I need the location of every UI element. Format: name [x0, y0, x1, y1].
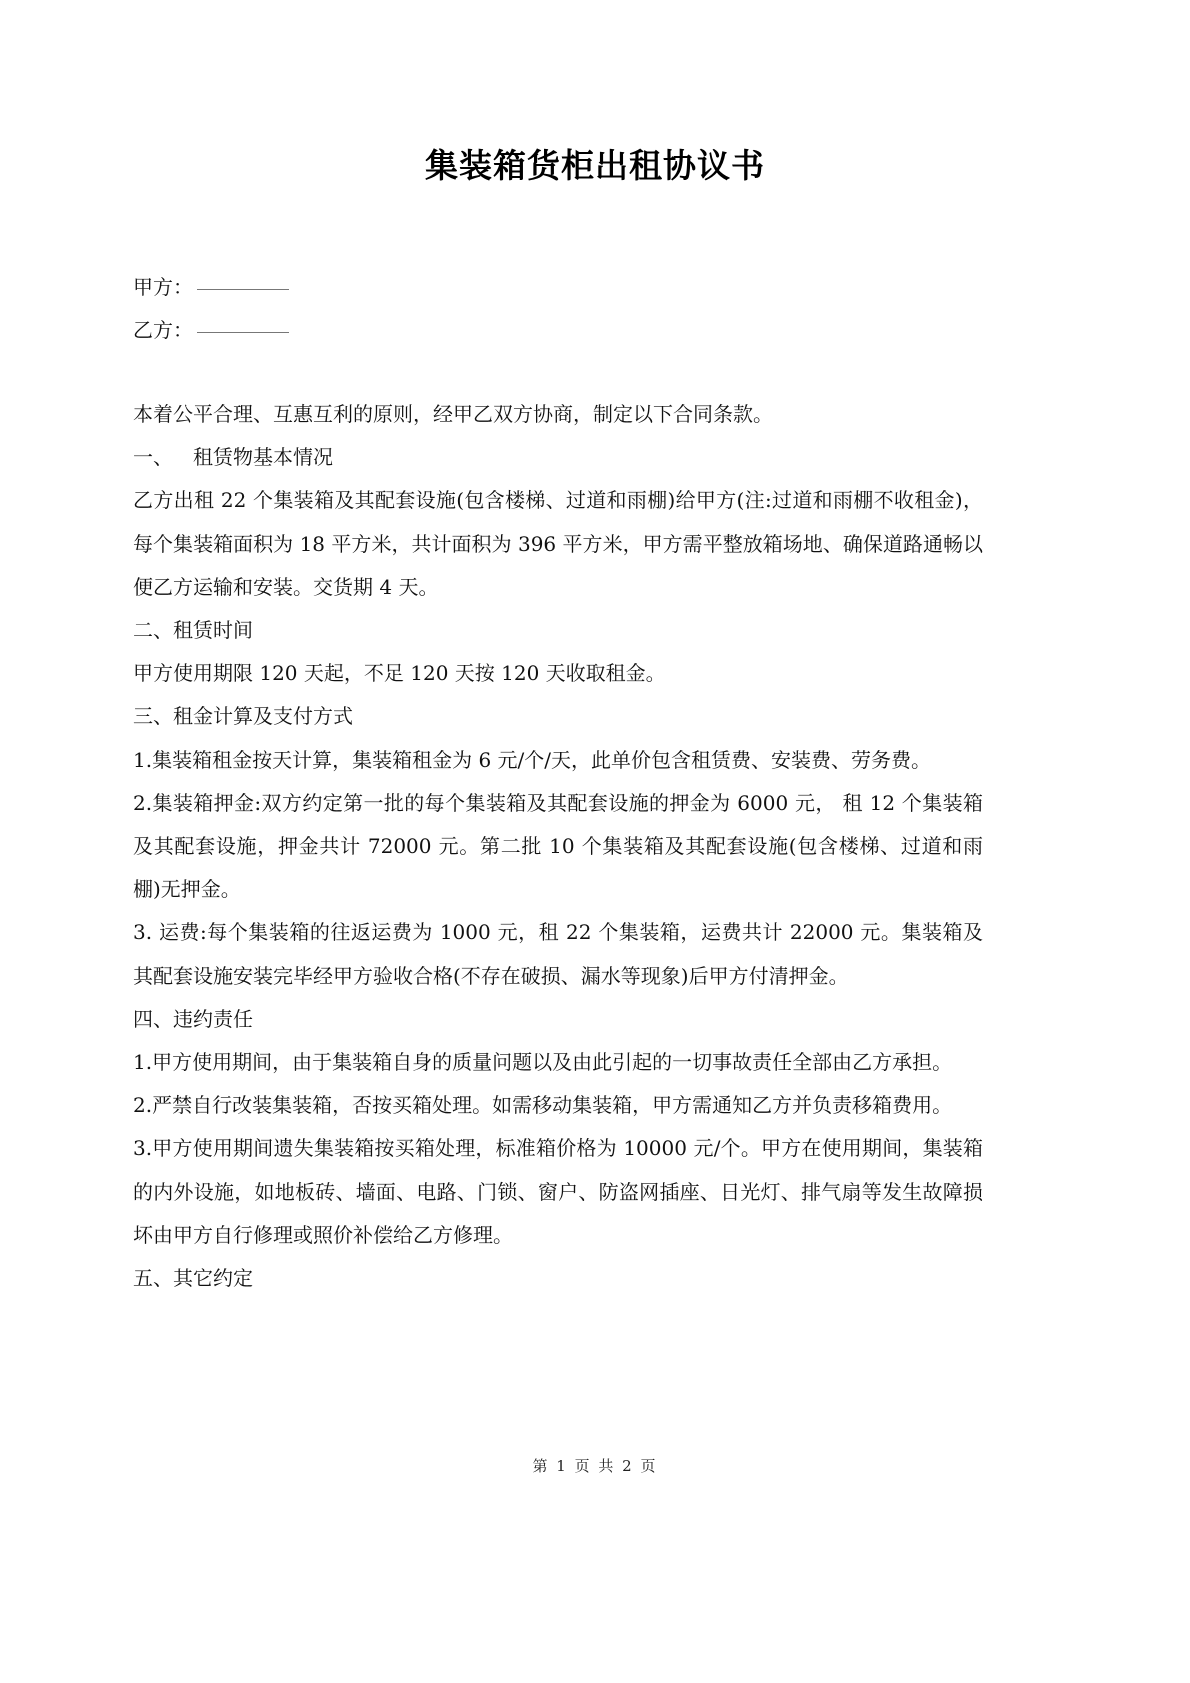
page-number-footer: 第 1 页 共 2 页: [532, 1457, 658, 1475]
section-3-title: 租金计算及支付方式: [173, 704, 353, 729]
section-2-paragraph-1: 甲方使用期限 120 天起，不足 120 天按 120 天收取租金。: [133, 661, 666, 686]
section-5-heading: [133, 1257, 983, 1300]
contract-body: [133, 393, 983, 1300]
section-4-title: 违约责任: [173, 1006, 253, 1031]
section-4-heading: [133, 998, 983, 1041]
section-1-title: 租赁物基本情况: [193, 445, 333, 470]
section-4-paragraph-1: 1.甲方使用期间，由于集装箱自身的质量问题以及由此引起的一切事故责任全部由乙方承担。: [133, 1050, 953, 1075]
party-b-blank: [197, 331, 289, 333]
document-title: 集装箱货柜出租协议书: [425, 146, 765, 185]
section-2-title: 租赁时间: [173, 618, 253, 643]
intro-paragraph: 本着公平合理、互惠互利的原则，经甲乙双方协商，制定以下合同条款。: [133, 402, 773, 426]
party-b-label: 乙方：: [133, 318, 193, 342]
party-a-blank: [197, 288, 289, 290]
section-4-number: 四、: [133, 1006, 173, 1031]
section-3-number: 三、: [133, 704, 173, 729]
section-5-title: 其它约定: [173, 1266, 253, 1291]
section-5-number: 五、: [133, 1266, 173, 1291]
party-a-label: 甲方：: [133, 275, 193, 299]
section-1-paragraph-1: 乙方出租 22 个集装箱及其配套设施(包含楼梯、过道和雨棚)给甲方(注:过道和雨棚不收租金)，每个集装箱面积为 18 平方米，共计面积为 396 平方米，甲方需平整放箱场地、确保道路通畅以便乙方运输和安装。交货期 4 天。: [133, 488, 983, 599]
section-3-paragraph-1: 1.集装箱租金按天计算，集装箱租金为 6 元/个/天，此单价包含租赁费、安装费、劳务费。: [133, 747, 931, 772]
party-b-line: [133, 309, 289, 352]
section-2-heading: [133, 609, 983, 652]
parties-block: [133, 266, 289, 352]
section-4-paragraph-3: 3.甲方使用期间遗失集装箱按买箱处理，标准箱价格为 10000 元/个。甲方在使用期间，集装箱的内外设施，如地板砖、墙面、电路、门锁、窗户、防盗网插座、日光灯、排气扇等发生故障损坏由甲方自行修理或照价补偿给乙方修理。: [133, 1136, 983, 1247]
section-1-number: 一、: [133, 445, 173, 470]
section-3-heading: [133, 695, 983, 738]
section-1-heading: [133, 436, 983, 479]
section-3-paragraph-2: 2.集装箱押金:双方约定第一批的每个集装箱及其配套设施的押金为 6000 元， 租 12 个集装箱及其配套设施，押金共计 72000 元。第二批 10 个集装箱及其配套设施(包含楼梯、过道和雨棚)无押金。: [133, 790, 983, 902]
section-4-paragraph-2: 2.严禁自行改装集装箱，否按买箱处理。如需移动集装箱，甲方需通知乙方并负责移箱费用。: [133, 1093, 953, 1118]
section-2-number: 二、: [133, 618, 173, 643]
party-a-line: [133, 266, 289, 309]
section-3-paragraph-3: 3. 运费:每个集装箱的往返运费为 1000 元，租 22 个集装箱，运费共计 22000 元。集装箱及其配套设施安装完毕经甲方验收合格(不存在破损、漏水等现象)后甲方付清押金。: [133, 920, 983, 988]
